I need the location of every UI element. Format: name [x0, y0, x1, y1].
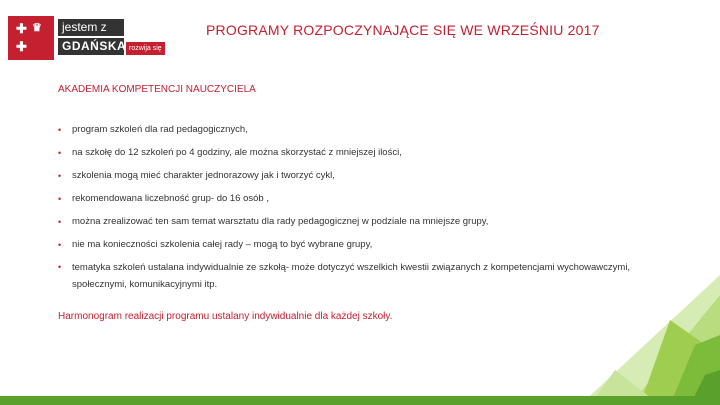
green-triangle-decoration — [520, 275, 720, 405]
gdansk-crest-icon: ✚ ✚ ♛ — [8, 16, 54, 60]
logo-line-1: jestem z — [58, 19, 124, 36]
bullet-item: • nie ma konieczności szkolenia całej rady – mogą to być wybrane grupy, — [58, 239, 678, 251]
slide-subtitle: AKADEMIA KOMPETENCJI NAUCZYCIELA — [58, 84, 256, 95]
bullet-item: • rekomendowana liczebność grup- do 16 osób , — [58, 193, 678, 205]
bullet-item: • szkolenia mogą mieć charakter jednorazowy jak i tworzyć cykl, — [58, 170, 678, 182]
schedule-note: Harmonogram realizacji programu ustalany indywidualnie dla każdej szkoły. — [58, 311, 393, 322]
bottom-green-bar — [0, 396, 720, 405]
jestem-z-gdanska-logo — [8, 16, 188, 60]
slide-title: PROGRAMY ROZPOCZYNAJĄCE SIĘ WE WRZEŚNIU 2017 — [206, 22, 600, 38]
logo-line-2: GDAŃSKA — [58, 38, 124, 55]
bullet-item: • program szkoleń dla rad pedagogicznych, — [58, 124, 678, 136]
bullet-item: • na szkołę do 12 szkoleń po 4 godziny, ale można skorzystać z mniejszej ilości, — [58, 147, 678, 159]
bullet-item: • tematyka szkoleń ustalana indywidualnie ze szkołą- może dotyczyć wszelkich kwestii związanych z kompetencjami wychowawczymi, społecznymi, komunikacyjnymi itp. — [58, 259, 678, 293]
bullet-item: • można zrealizować ten sam temat warsztatu dla rady pedagogicznej w podziale na mniejsze grupy, — [58, 216, 678, 228]
logo-tagline: rozwija się — [126, 42, 165, 55]
